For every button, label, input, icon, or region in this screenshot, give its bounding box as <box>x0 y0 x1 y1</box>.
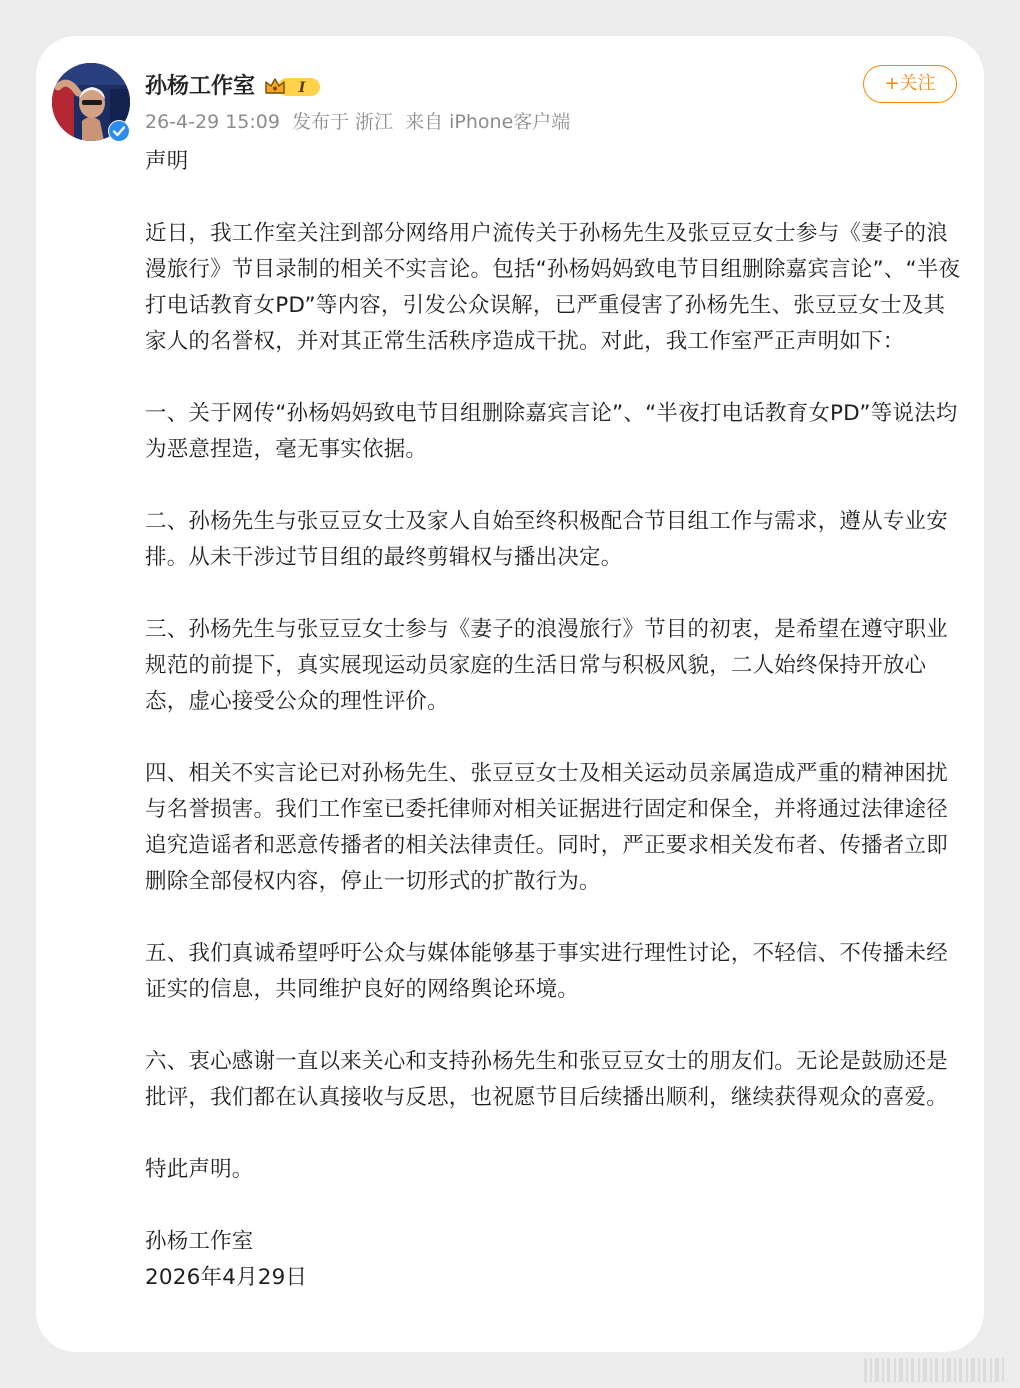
statement-closing: 特此声明。 <box>145 1157 254 1182</box>
statement-point-1: 一、关于网传“孙杨妈妈致电节目组删除嘉宾言论”、“半夜打电话教育女PD”等说法均为恶意捏造，毫无事实依据。 <box>145 401 958 462</box>
statement-point-3: 三、孙杨先生与张豆豆女士参与《妻子的浪漫旅行》节目的初衷，是希望在遵守职业规范的前提下，真实展现运动员家庭的生活日常与积极风貌，二人始终保持开放心态，虚心接受公众的理性评价。 <box>145 617 948 714</box>
author-name[interactable]: 孙杨工作室 <box>145 74 256 99</box>
crown-level-icon[interactable] <box>264 75 322 99</box>
barcode-watermark-icon <box>860 1352 1012 1388</box>
statement-point-2: 二、孙杨先生与张豆豆女士及家人自始至终积极配合节目组工作与需求，遵从专业安排。从未干涉过节目组的最终剪辑权与播出决定。 <box>145 509 948 570</box>
post-client[interactable]: 来自 iPhone客户端 <box>405 111 571 133</box>
statement-signature: 孙杨工作室 <box>145 1229 254 1254</box>
badge-level-text: I <box>298 80 306 96</box>
statement-date: 2026年4月29日 <box>145 1265 308 1290</box>
statement-point-4: 四、相关不实言论已对孙杨先生、张豆豆女士及相关运动员亲属造成严重的精神困扰与名誉损害。我们工作室已委托律师对相关证据进行固定和保全，并将通过法律途径追究造谣者和恶意传播者的相关法律责任。同时，严正要求相关发布者、传播者立即删除全部侵权内容，停止一切形式的扩散行为。 <box>145 761 948 894</box>
statement-intro: 近日，我工作室关注到部分网络用户流传关于孙杨先生及张豆豆女士参与《妻子的浪漫旅行》节目录制的相关不实言论。包括“孙杨妈妈致电节目组删除嘉宾言论”、“半夜打电话教育女PD”等内容，引发公众误解，已严重侵害了孙杨先生、张豆豆女士及其家人的名誉权，并对其正常生活秩序造成干扰。对此，我工作室严正声明如下： <box>145 221 961 354</box>
post-timestamp: 26-4-29 15:09 <box>145 111 280 133</box>
post-meta <box>145 108 576 136</box>
statement-point-6: 六、衷心感谢一直以来关心和支持孙杨先生和张豆豆女士的朋友们。无论是鼓励还是批评，我们都在认真接收与反思，也祝愿节目后续播出顺利，继续获得观众的喜爱。 <box>145 1049 948 1110</box>
post-card <box>36 36 984 1352</box>
post-content <box>145 144 965 1296</box>
follow-button[interactable]: +关注 <box>863 65 957 103</box>
verified-badge-icon <box>108 120 130 142</box>
statement-point-5: 五、我们真诚希望呼吁公众与媒体能够基于事实进行理性讨论，不轻信、不传播未经证实的信息，共同维护良好的网络舆论环境。 <box>145 941 948 1002</box>
statement-title: 声明 <box>145 149 189 174</box>
post-location: 发布于 浙江 <box>292 111 394 133</box>
